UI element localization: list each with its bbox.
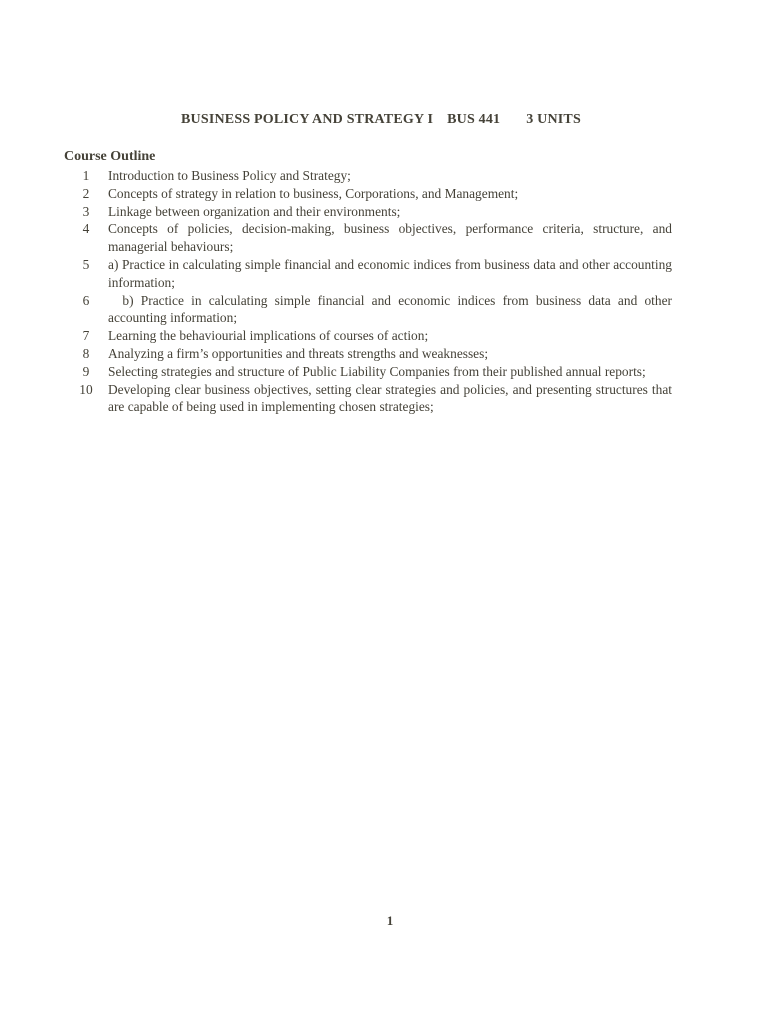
- item-number: 3: [82, 203, 90, 219]
- course-units: 3 UNITS: [526, 112, 581, 127]
- item-number: 10: [79, 381, 93, 397]
- item-text: Linkage between organization and their environments;: [108, 203, 401, 219]
- course-outline-list: [64, 167, 676, 416]
- item-text: Learning the behaviourial implications of courses of action;: [108, 328, 429, 344]
- course-code: BUS 441: [447, 112, 501, 127]
- item-number: 4: [82, 221, 90, 237]
- list-item: [64, 167, 672, 185]
- item-number: 5: [82, 256, 90, 272]
- list-item: [64, 220, 672, 256]
- list-item: [64, 203, 672, 221]
- list-item: [64, 345, 672, 363]
- item-text: Concepts of strategy in relation to business, Corporations, and Management;: [108, 185, 519, 201]
- item-number: 1: [82, 168, 90, 183]
- item-text: Selecting strategies and structure of Public Liability Companies from their published annual reports;: [108, 363, 646, 379]
- item-text: Analyzing a firm’s opportunities and threats strengths and weaknesses;: [108, 345, 489, 361]
- list-item: [64, 363, 672, 381]
- course-name: BUSINESS POLICY AND STRATEGY I: [181, 112, 434, 127]
- item-text: b) Practice in calculating simple financial and economic indices from business data and other accounting information;: [108, 292, 676, 326]
- list-item: [64, 256, 672, 292]
- item-text: Developing clear business objectives, setting clear strategies and policies, and presenting structures that are capable of being used in implementing chosen strategies;: [108, 381, 672, 415]
- item-text: Introduction to Business Policy and Strategy;: [108, 168, 351, 183]
- item-text: a) Practice in calculating simple financial and economic indices from business data and other accounting information;: [108, 256, 672, 290]
- list-item: [64, 292, 676, 328]
- item-text: Concepts of policies, decision-making, business objectives, performance criteria, structure, and managerial behaviours;: [108, 221, 672, 255]
- item-number: 6: [82, 292, 90, 308]
- list-item: [64, 185, 672, 203]
- section-heading: Course Outline: [64, 149, 156, 164]
- item-number: 7: [82, 328, 90, 344]
- page-number: 1: [386, 913, 394, 928]
- item-number: 8: [82, 345, 90, 361]
- item-number: 2: [82, 185, 90, 201]
- document-title: [181, 112, 581, 128]
- item-number: 9: [82, 363, 90, 379]
- list-item: [64, 327, 672, 345]
- list-item: [64, 381, 672, 417]
